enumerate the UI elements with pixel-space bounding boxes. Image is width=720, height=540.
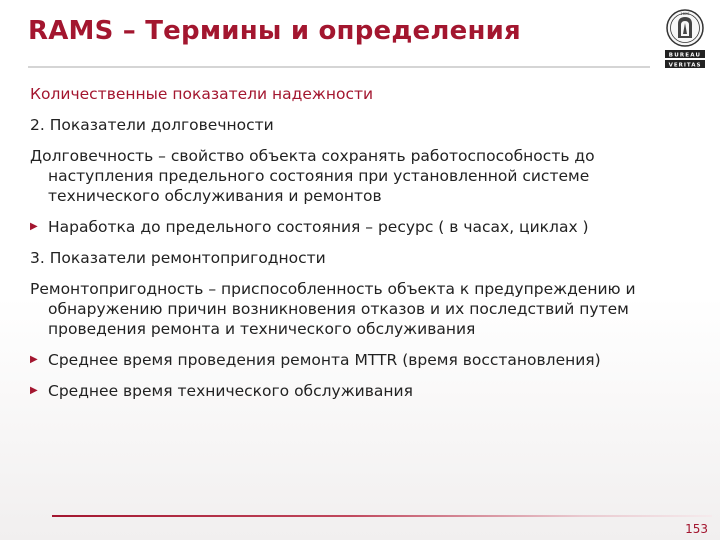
bullet-text: Наработка до предельного состояния – ресурс ( в часах, циклах ) xyxy=(48,218,589,236)
slide-content xyxy=(30,84,700,412)
subsection-maintainability: 3. Показатели ремонтопригодности xyxy=(30,249,326,267)
logo-text-veritas: VERITAS xyxy=(668,62,702,69)
subsection-durability: 2. Показатели долговечности xyxy=(30,116,274,134)
definition-maintainability: Ремонтопригодность – приспособленность объекта к предупреждению и обнаружению причин возникновения отказов и их последствий путем проведения ремонта и технического обслуживания xyxy=(30,280,636,338)
slide-title: RAMS – Термины и определения xyxy=(28,16,521,46)
title-divider xyxy=(28,66,650,68)
bullet-text: Среднее время технического обслуживания xyxy=(48,382,413,400)
footer-divider xyxy=(52,515,712,517)
section-heading: Количественные показатели надежности xyxy=(30,85,374,103)
bureau-veritas-logo xyxy=(660,8,710,70)
bullet-item xyxy=(30,217,700,237)
triangle-right-icon: ▶ xyxy=(30,385,38,396)
triangle-right-icon: ▶ xyxy=(30,354,38,365)
logo-year: 1828 xyxy=(680,12,690,16)
definition-durability: Долговечность – свойство объекта сохранять работоспособность до наступления предельного состояния при установленной системе технического обслуживания и ремонтов xyxy=(30,147,595,205)
bullet-item xyxy=(30,381,700,401)
bullet-text: Среднее время проведения ремонта MTTR (время восстановления) xyxy=(48,351,601,369)
page-number: 153 xyxy=(685,522,708,536)
bullet-item xyxy=(30,350,700,370)
logo-text-bureau: BUREAU xyxy=(668,52,702,59)
triangle-right-icon: ▶ xyxy=(30,221,38,232)
